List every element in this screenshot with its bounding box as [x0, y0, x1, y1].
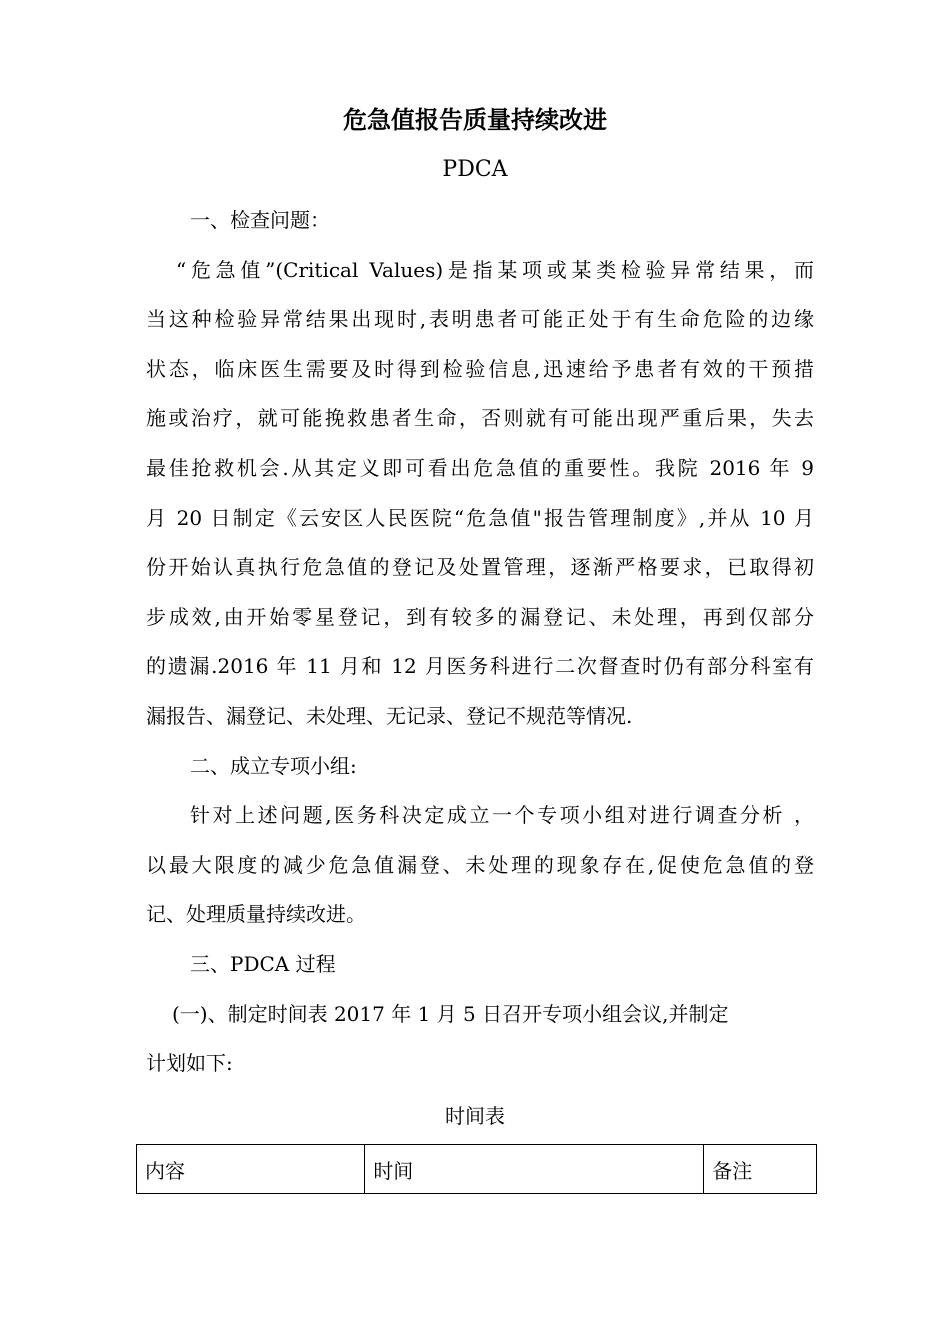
paragraph-line: 的遗漏.2016 年 11 月和 12 月医务科进行二次督查时仍有部分科室有: [146, 654, 814, 679]
paragraph-line: 漏报告、漏登记、未处理、无记录、登记不规范等情况.: [146, 703, 633, 728]
paragraph-line: 施或治疗，就可能挽救患者生命，否则就有可能出现严重后果，失去: [146, 406, 814, 431]
document-body: [146, 196, 814, 1089]
table-header-note: 备注: [704, 1145, 817, 1194]
section-heading-2: 二、成立专项小组:: [190, 753, 357, 778]
schedule-table: [136, 1144, 817, 1194]
paragraph-line: 步成效,由开始零星登记，到有较多的漏登记、未处理，再到仅部分: [146, 604, 814, 629]
paragraph-line: 最佳抢救机会.从其定义即可看出危急值的重要性。我院 2016 年 9: [146, 455, 814, 480]
document-title: 危急值报告质量持续改进: [343, 105, 607, 134]
document-subtitle: PDCA: [442, 157, 508, 182]
section-heading-1: 一、检查问题：: [190, 208, 330, 232]
table-header-content: 内容: [137, 1145, 365, 1194]
paragraph-line: 份开始认真执行危急值的登记及处置管理，逐渐严格要求，已取得初: [146, 555, 814, 580]
table-header-time: 时间: [365, 1145, 704, 1194]
paragraph-line: “危急值”(Critical Values)是指某项或某类检验异常结果，而: [176, 257, 814, 282]
paragraph-line: 针对上述问题,医务科决定成立一个专项小组对进行调查分析 ，: [190, 803, 814, 828]
paragraph-line: (一)、制定时间表 2017 年 1 月 5 日召开专项小组会议,并制定: [172, 1001, 729, 1026]
section-heading-3: 三、PDCA 过程: [190, 951, 336, 976]
paragraph-line: 记、处理质量持续改进。: [146, 902, 366, 927]
paragraph-line: 月 20 日制定《云安区人民医院“危急值"报告管理制度》,并从 10 月: [146, 505, 814, 530]
paragraph-line: 计划如下:: [146, 1051, 233, 1076]
table-header-row: [137, 1145, 817, 1194]
paragraph-line: 当这种检验异常结果出现时,表明患者可能正处于有生命危险的边缘: [146, 307, 814, 332]
paragraph-line: 以最大限度的减少危急值漏登、未处理的现象存在,促使危急值的登: [146, 852, 814, 877]
table-title: 时间表: [445, 1104, 505, 1128]
paragraph-line: 状态，临床医生需要及时得到检验信息,迅速给予患者有效的干预措: [146, 356, 814, 381]
